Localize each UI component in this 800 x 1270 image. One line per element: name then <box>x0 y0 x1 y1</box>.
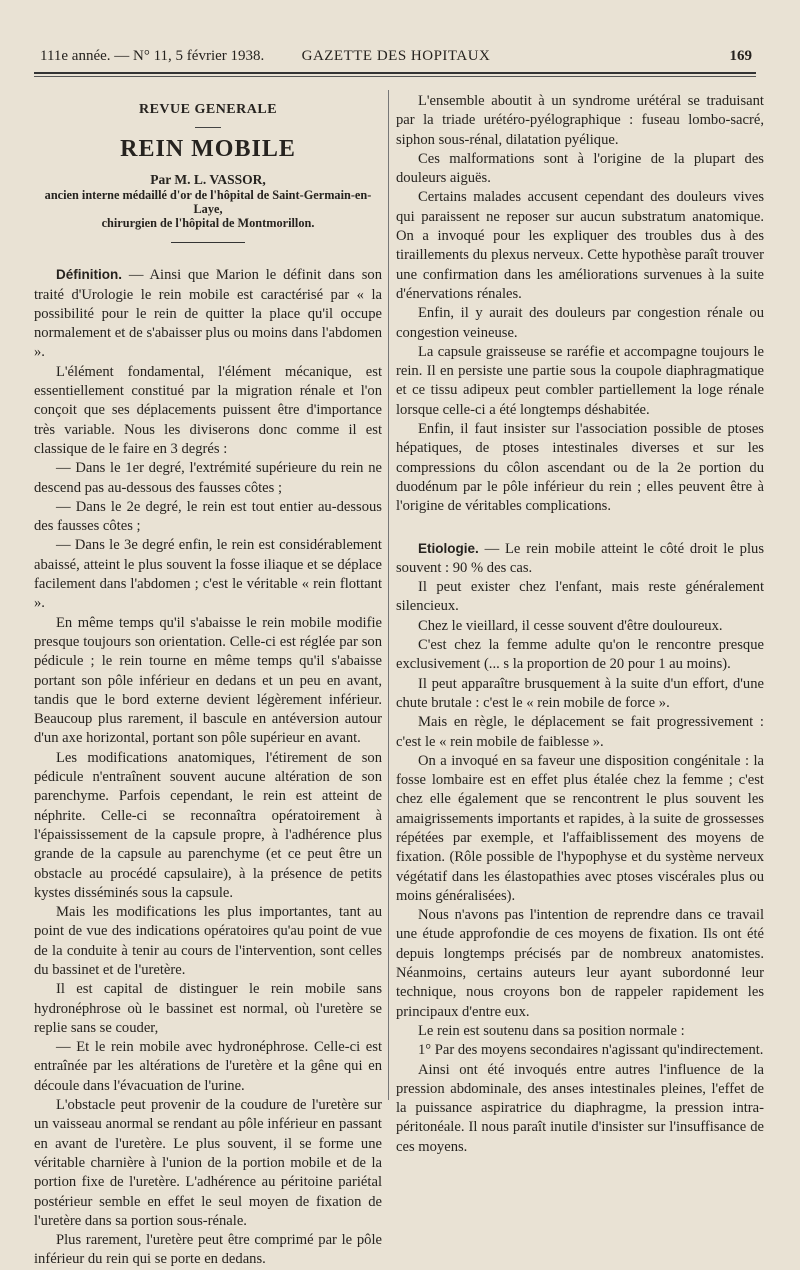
left-column <box>34 90 382 1270</box>
section-gap <box>396 517 764 539</box>
short-divider <box>195 127 221 128</box>
paragraph: Mais les modifications les plus importantes, tant au point de vue des indications opératoires qu'au point de vue de la conduite à tenir au cours de l'intervention, sont celles du bassinet et de l'uretère. <box>34 904 382 978</box>
paragraph: L'obstacle peut provenir de la coudure de l'uretère sur un vaisseau anormal se rendant au pôle inférieur en passant en avant de l'uretère. Le plus souvent, il se forme une véritable charnière à l'union de la portion mobile et de la portion fixe de l'uretère. L'adhérence au péritoine pariétal postérieur semble en effet le seul moyen de fixation de l'uretère dans sa portion sous-rénale. <box>34 1097 382 1229</box>
paragraph: Etiologie. — Le rein mobile atteint le côté droit le plus souvent : 90 % des cas. <box>396 540 764 576</box>
paragraph: Il peut exister chez l'enfant, mais reste généralement silencieux. <box>396 579 764 615</box>
paragraph: Certains malades accusent cependant des douleurs vives qui paraissent ne reposer sur aucun substratum anatomique. On a invoqué pour les expliquer des troubles dus à des tiraillements du plexus nerveux. Cette hypothèse paraît trouver une confirmation dans les améliorations survenues à la suite d'énervations rénales. <box>396 189 764 302</box>
section-heading-etiologie: Etiologie. <box>418 540 479 556</box>
paragraph: En même temps qu'il s'abaisse le rein mobile modifie presque toujours son orientation. Celle-ci est réglée par son pédicule ; le rein tourne en même temps qu'il s'abaisse portant son pôle inférieur en dedans et un peu en avant, tandis que le bord externe devient légèrement inférieur. Beaucoup plus rarement, il bascule en antéversion autour d'un axe horizontal, portant son pôle supérieur en avant. <box>34 614 382 747</box>
running-header <box>40 48 752 68</box>
header-rule-thin <box>34 76 756 77</box>
paragraph: On a invoqué en sa faveur une disposition congénitale : la fosse lombaire est en effet plus étalée chez la femme ; c'est chez elle également que se rencontrent le plus souvent les amaigrissements importants et rapides, à la suite de grossesses répétées par exemple, et l'affaiblissement des moyens de fixation. (Rôle possible de l'hypophyse et du système nerveux végétatif dans les élastopathies avec ptoses viscérales plus ou moins généralisées). <box>396 752 764 904</box>
paragraph: C'est chez la femme adulte qu'on le rencontre presque exclusivement (... s la proportion de 20 pour 1 au moins). <box>396 637 764 673</box>
paragraph: — Dans le 1er degré, l'extrémité supérieure du rein ne descend pas au-dessous des fausses côtes ; <box>34 460 382 496</box>
paragraph: Enfin, il y aurait des douleurs par congestion rénale ou congestion veineuse. <box>396 305 764 341</box>
paragraph: — Dans le 2e degré, le rein est tout entier au-dessous des fausses côtes ; <box>34 498 382 535</box>
issue-info: 111e année. — N° 11, 5 février 1938. <box>40 48 265 64</box>
paragraph: La capsule graisseuse se raréfie et accompagne toujours le rein. Il en persiste une partie sous la coupole diaphragmatique et ce tissu adipeux peut combler partiellement la loge rénale lorsque celle-ci a été longtemps déshabitée. <box>396 343 764 418</box>
paragraph: Nous n'avons pas l'intention de reprendre dans ce travail une étude approfondie de ces moyens de fixation. Ils ont été depuis longtemps précisés par de nombreux anatomistes. Néanmoins, certains auteurs leur ayant subordonné leur technique, nous croyons bon de rappeler rapidement les principaux d'entre eux. <box>396 907 764 1020</box>
paragraph: Ainsi ont été invoqués entre autres l'influence de la pression abdominale, des anses intestinales pleines, l'effet de la puissance aspiratrice du diaphragme, la pression intra-péritonéale. Il nous paraît inutile d'insister sur l'insuffisance de ces moyens. <box>396 1061 764 1155</box>
author-affiliation-1: ancien interne médaillé d'or de l'hôpital de Saint-Germain-en-Laye, <box>44 188 372 217</box>
paragraph: L'élément fondamental, l'élément mécanique, est essentiellement constitué par la migration rénale et l'on conçoit que ses déplacements puissent être d'importance très variable. Nous les diviserons donc comme il est classique de le faire en 3 degrés : <box>34 363 382 457</box>
paragraph: — Et le rein mobile avec hydronéphrose. Celle-ci est entraînée par les altérations de l'uretère et la gêne qui en découle dans l'évacuation de l'urine. <box>34 1039 382 1094</box>
paragraph: Enfin, il faut insister sur l'association possible de ptoses hépatiques, de ptoses intestinales diverses et sur les compressions du côlon ascendant ou de la 2e portion du duodénum par le pôle inférieur du rein ; elles peuvent être à l'origine de véritables complications. <box>396 421 764 515</box>
paragraph: 1° Par des moyens secondaires n'agissant qu'indirectement. <box>418 1042 764 1059</box>
author-affiliation-2: chirurgien de l'hôpital de Montmorillon. <box>101 216 315 231</box>
column-divider <box>388 90 389 1100</box>
paragraph: L'ensemble aboutit à un syndrome urétéral se traduisant par la triade urétéro-pyélographique : fuseau lombo-sacré, siphon sous-rénal, dilatation pyélique. <box>396 93 764 148</box>
right-column <box>396 92 764 1157</box>
paragraph: Ces malformations sont à l'origine de la plupart des douleurs aiguës. <box>396 150 764 187</box>
paragraph: Plus rarement, l'uretère peut être comprimé par le pôle inférieur du rein qui se porte en dedans. <box>34 1232 382 1268</box>
rubric-heading: REVUE GENERALE <box>138 102 278 117</box>
paragraph: Définition. — Ainsi que Marion le définit dans son traité d'Urologie le rein mobile est caractérisé par « la possibilité pour le rein de quitter la place qu'il occupe normalement et de s'abaisser plus ou moins dans l'abdomen ». <box>34 267 382 361</box>
article-author: Par M. L. VASSOR, <box>150 172 266 188</box>
paragraph: Chez le vieillard, il cesse souvent d'être douloureux. <box>418 617 723 634</box>
journal-title: GAZETTE DES HOPITAUX <box>301 48 491 64</box>
article-title: REIN MOBILE <box>120 136 296 163</box>
paragraph: — Dans le 3e degré enfin, le rein est considérablement abaissé, atteint le plus souvent la fosse iliaque et se déplace facilement dans l'abdomen ; c'est le véritable « rein flottant ». <box>34 537 382 612</box>
section-heading-definition: Définition. <box>56 267 122 283</box>
paragraph: Il peut apparaître brusquement à la suite d'un effort, d'une chute brutale : c'est le « rein mobile de force ». <box>396 675 764 711</box>
title-divider <box>171 242 245 243</box>
paragraph: Mais en règle, le déplacement se fait progressivement : c'est le « rein mobile de faiblesse ». <box>396 714 764 750</box>
page-number: 169 <box>729 48 752 64</box>
paragraph: Les modifications anatomiques, l'étirement de son pédicule n'entraînent souvent aucune altération de son parenchyme. Parfois cependant, le rein est atteint de néphrite. Celle-ci se reconnaîtra opératoirement à l'épaississement de la capsule propre, à l'adhérence plus grande de la capsule au parenchyme (et ce peut être un obstacle au procédé capsulaire), à la présence de petits kystes disséminés sous la capsule. <box>34 749 382 901</box>
paragraph: Il est capital de distinguer le rein mobile sans hydronéphrose où le bassinet est normal, où l'uretère se replie sans se couder, <box>34 981 382 1036</box>
paragraph: Le rein est soutenu dans sa position normale : <box>418 1022 685 1039</box>
header-rule-thick <box>34 72 756 74</box>
